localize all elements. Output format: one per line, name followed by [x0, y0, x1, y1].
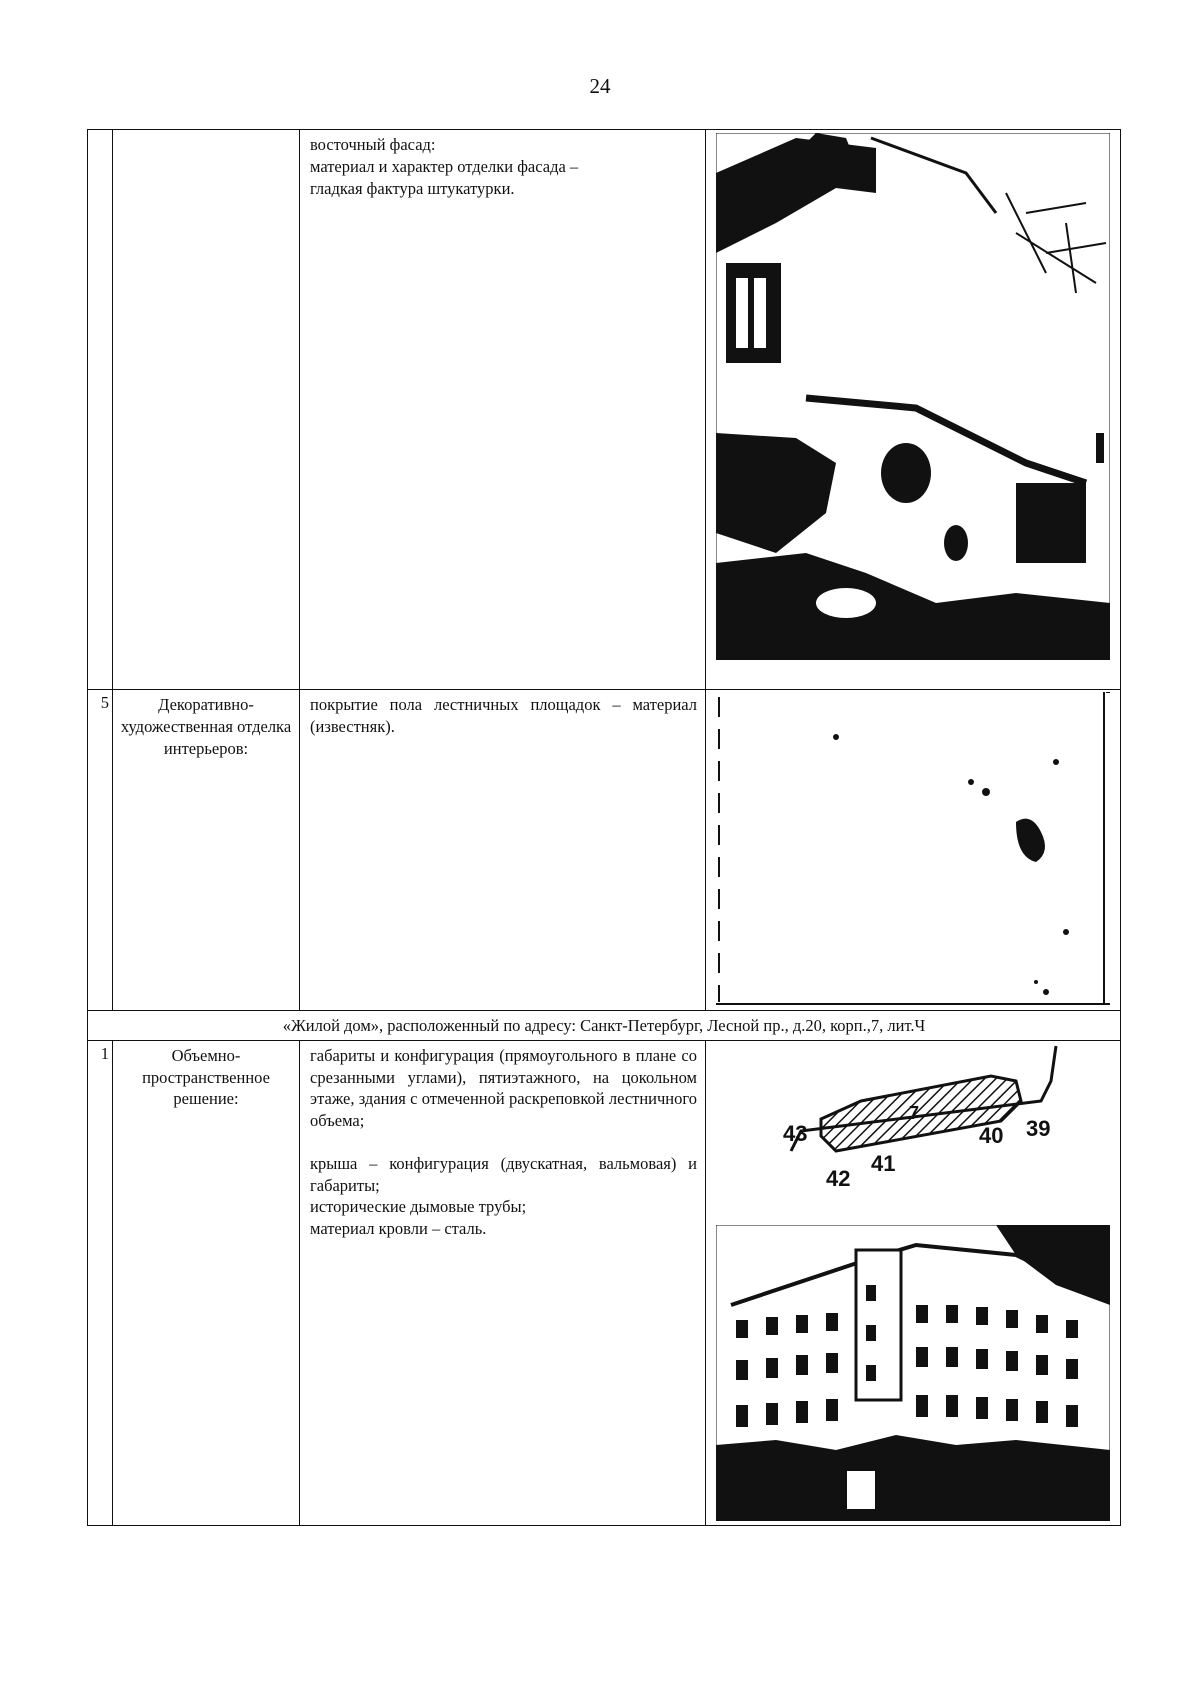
item-description — [300, 130, 706, 690]
item-description — [300, 1040, 706, 1525]
item-name: Декоративно-художественная отделка интерьеров: — [113, 690, 300, 1011]
photo-cell — [706, 690, 1121, 1011]
description-line: покрытие пола лестничных площадок – материал (известняк). — [310, 695, 697, 736]
plan-label: 40 — [979, 1122, 1004, 1148]
plan-label: 39 — [1026, 1115, 1051, 1141]
plan-label: 41 — [871, 1150, 896, 1176]
plan-label: 43 — [783, 1120, 808, 1146]
item-name: Объемно-пространственное решение: — [113, 1040, 300, 1525]
item-name — [113, 130, 300, 690]
page-number: 24 — [589, 74, 611, 98]
description-block: габариты и конфигурация (прямоугольного в плане со срезанными углами), пятиэтажного, на цокольном этаже, здания с отмеченной раскреповкой лестничного объема; — [310, 1045, 697, 1131]
row-number — [88, 130, 113, 690]
stair-landing-floor-photo — [716, 692, 1110, 1007]
table-row — [88, 1040, 1121, 1525]
item-description — [300, 690, 706, 1011]
row-number: 1 — [88, 1040, 113, 1525]
section-header-row — [88, 1011, 1121, 1041]
table-row — [88, 690, 1121, 1011]
description-line: исторические дымовые трубы; — [310, 1197, 527, 1217]
east-facade-photo — [716, 133, 1110, 660]
plan-label: 7 — [909, 1102, 920, 1123]
building-facade-photo — [716, 1225, 1110, 1521]
site-plan-fragment — [761, 1041, 1061, 1201]
photo-cell — [706, 1040, 1121, 1525]
description-line: гладкая фактура штукатурки. — [310, 178, 515, 198]
plan-label: 42 — [826, 1165, 851, 1191]
protection-items-table — [87, 129, 1121, 1526]
description-line: материал и характер отделки фасада – — [310, 156, 579, 176]
description-line: крыша – конфигурация (двускатная, вальмовая) и габариты; — [310, 1153, 697, 1195]
description-line: материал кровли – сталь. — [310, 1219, 487, 1239]
row-number: 5 — [88, 690, 113, 1011]
description-line: восточный фасад: — [310, 135, 436, 154]
table-row — [88, 130, 1121, 690]
photo-cell — [706, 130, 1121, 690]
section-title: «Жилой дом», расположенный по адресу: Санкт-Петербург, Лесной пр., д.20, корп.,7, лит.Ч — [88, 1011, 1121, 1041]
